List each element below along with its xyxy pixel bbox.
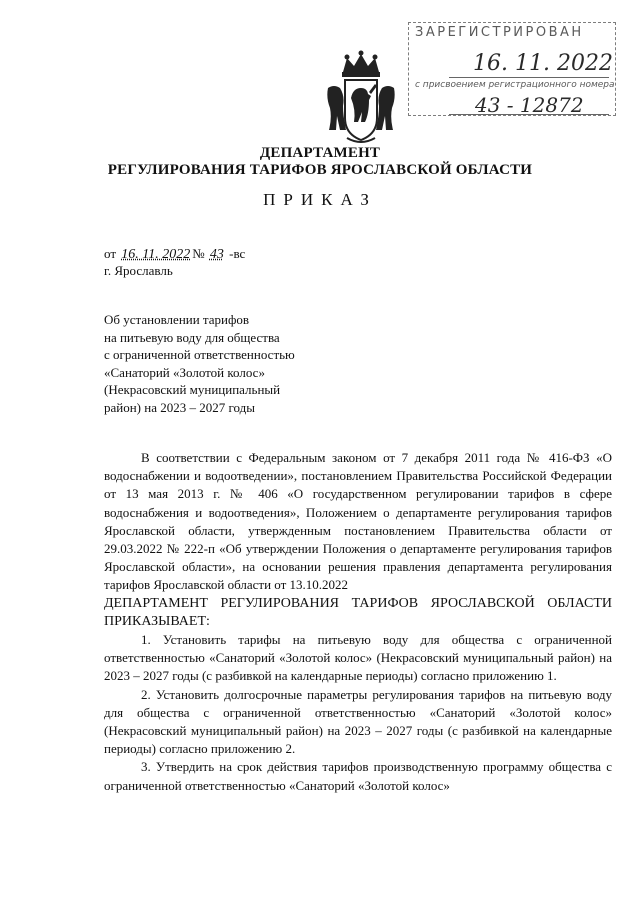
order-subject xyxy=(104,311,364,417)
order-body xyxy=(104,449,612,795)
department-title: ДЕПАРТАМЕНТ xyxy=(259,145,381,161)
stamp-number: 43 - 12872 xyxy=(475,93,584,117)
order-dateline xyxy=(104,246,245,263)
subject-line: «Санаторий «Золотой колос» xyxy=(104,364,265,380)
registration-stamp xyxy=(408,22,616,116)
department-subtitle: РЕГУЛИРОВАНИЯ ТАРИФОВ ЯРОСЛАВСКОЙ ОБЛАСТИ xyxy=(107,162,533,178)
order-item-3: 3. Утвердить на срок действия тарифов производственную программу общества с ограниченной ответственностью «Санаторий «Золотой колос» xyxy=(104,759,612,793)
subject-line: Об установлении тарифов xyxy=(104,312,250,327)
stamp-caption: с присвоением регистрационного номера xyxy=(415,80,615,90)
stamp-date: 16. 11. 2022 xyxy=(473,51,613,76)
stamp-underline xyxy=(449,114,609,115)
stamp-header: ЗАРЕГИСТРИРОВАН xyxy=(415,25,584,40)
stamp-divider xyxy=(449,77,609,78)
order-item-2: 2. Установить долгосрочные параметры регулирования тарифов на питьевую воду для общества с ограниченной ответственностью «Санаторий «Золотой колос» (Некрасовский муниципальный район) на 2023 – 2027 годы (с разбивкой на календарные периоды) согласно приложению 2. xyxy=(104,686,612,757)
dateline-suffix: -вс xyxy=(229,246,246,261)
city: г. Ярославль xyxy=(104,263,173,278)
subject-line: (Некрасовский муниципальный xyxy=(104,382,281,398)
dateline-from: от xyxy=(104,246,117,261)
order-item-1: 1. Установить тарифы на питьевую воду для общества с ограниченной ответственностью «Санаторий «Золотой колос» (Некрасовский муниципальный район) на 2023 – 2027 годы (с разбивкой на календарные периоды) согласно приложению 1. xyxy=(104,632,612,684)
subject-line: на питьевую воду для общества xyxy=(104,329,280,345)
yaroslavl-coat-of-arms-icon xyxy=(325,50,397,146)
order-number: 43 xyxy=(209,247,224,262)
subject-line: район) на 2023 – 2027 годы xyxy=(104,399,255,415)
document-type: ПРИКАЗ xyxy=(263,190,377,209)
order-date: 16. 11. 2022 xyxy=(121,247,191,262)
dateline-number-sign: № xyxy=(192,246,205,261)
preamble-paragraph: В соответствии с Федеральным законом от 7 декабря 2011 года № 416-ФЗ «О водоснабжении и водоотведении», постановлением Правительства Российской Федерации от 13 мая 2013 г. № 406 «О государственном регулировании тарифов в сфере водоснабжения и водоотведения», Положением о департаменте регулирования тарифов Ярославской области, утвержденным постановлением Правительства области от 29.03.2022 № 222-п «Об утверждении Положения о департаменте регулирования тарифов Ярославской области», на основании решения правления департамента регулирования тарифов Ярославской области от 13.10.2022 xyxy=(104,450,612,593)
subject-line: с ограниченной ответственностью xyxy=(104,347,295,363)
orders-paragraph: ДЕПАРТАМЕНТ РЕГУЛИРОВАНИЯ ТАРИФОВ ЯРОСЛАВСКОЙ ОБЛАСТИ ПРИКАЗЫВАЕТ: xyxy=(104,595,612,629)
